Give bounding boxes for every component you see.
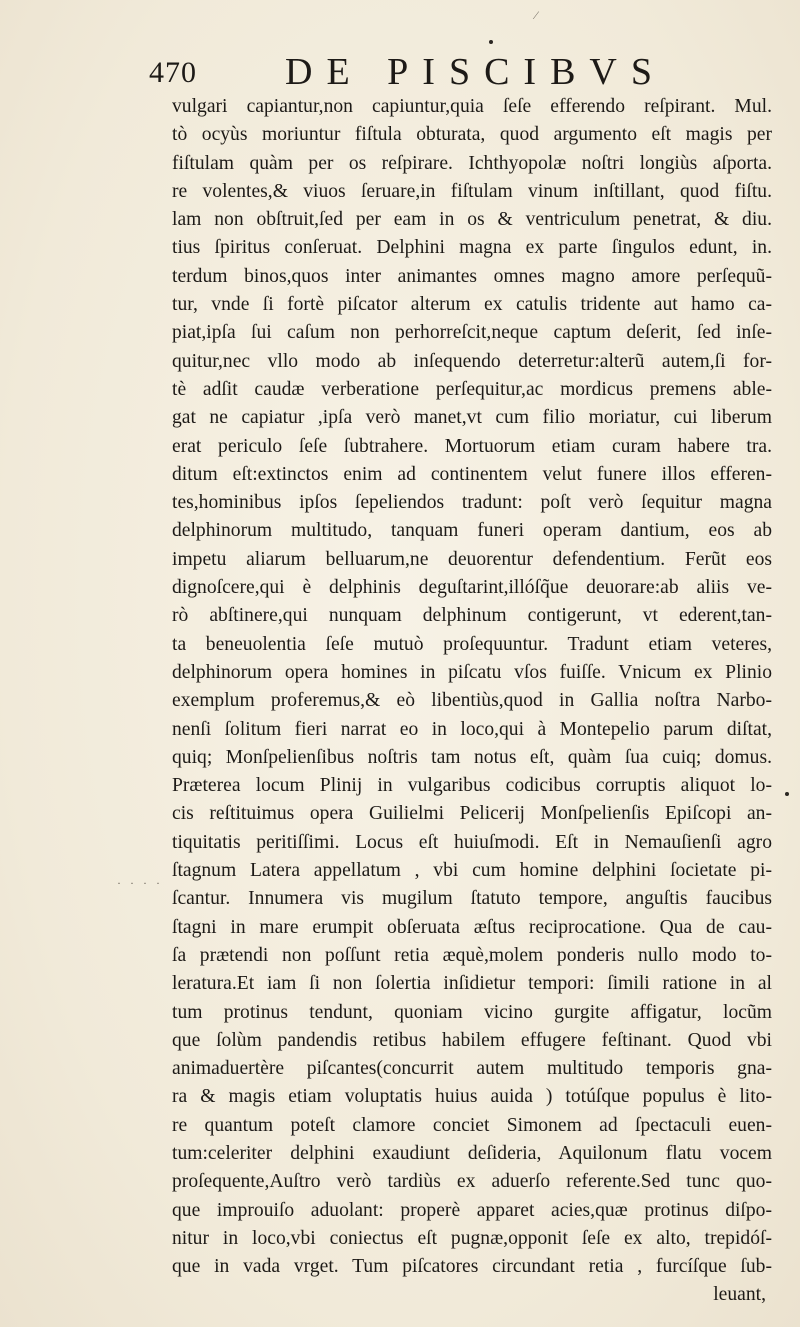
- text-line: erat periculo ſeſe ſubtrahere. Mortuorum etiam curam habere tra.: [172, 435, 772, 457]
- text-line: animaduertère piſcantes(concurrit autem multitudo temporis gna-: [172, 1058, 772, 1080]
- text-line: ſtagni in mare erumpit obſeruata æſtus reciprocatione. Qua de cau-: [172, 916, 772, 938]
- text-line: ſtagnum Latera appellatum , vbi cum homine delphini ſocietate pi-: [172, 860, 772, 882]
- text-line: piat,ipſa ſui caſum non perhorreſcit,neque captum deſerit, ſed inſe-: [172, 322, 772, 344]
- text-line: impetu aliarum belluarum,ne deuorentur defendentium. Ferũt eos: [172, 548, 772, 570]
- text-line: exemplum proferemus,& eò libentiùs,quod in Gallia noſtra Narbo-: [172, 690, 772, 712]
- text-line: nenſi ſolitum fieri narrat eo in loco,qui à Montepelio parum diſtat,: [172, 718, 772, 740]
- text-line: tur, vnde ſi fortè piſcator alterum ex catulis tridente aut hamo ca-: [172, 294, 772, 316]
- text-line: delphinorum opera homines in piſcatu vſos fuiſſe. Vnicum ex Plinio: [172, 661, 772, 683]
- text-line: tius ſpiritus conſeruat. Delphini magna ex parte ſingulos edunt, in.: [172, 237, 772, 259]
- text-line: ra & magis etiam voluptatis huius auida ) totúſque populus è lito-: [172, 1086, 772, 1108]
- text-line: tes,hominibus ipſos ſepeliendos tradunt: poſt verò ſequitur magna: [172, 492, 772, 514]
- text-line: que in vada vrget. Tum piſcatores circundant retia , furcíſque ſub-: [172, 1256, 772, 1278]
- text-line: leratura.Et iam ſi non ſolertia inſidietur tempori: ſimili ratione in al: [172, 973, 772, 995]
- catchword: leuant,: [713, 1284, 766, 1306]
- text-line: re quantum poteſt clamore conciet Simonem ad ſpectaculi euen-: [172, 1114, 772, 1136]
- text-line: lam non obſtruit,ſed per eam in os & ventriculum penetrat, & diu.: [172, 209, 772, 231]
- text-line: quiq; Monſpelienſibus noſtris tam notus eſt, quàm ſua cuiq; domus.: [172, 746, 772, 768]
- text-line: tò ocyùs moriuntur fiſtula obturata, quod argumento eſt magis per: [172, 124, 772, 146]
- text-line: ſa prætendi non poſſunt retia æquè,molem ponderis nullo modo to-: [172, 944, 772, 966]
- text-line: cis reſtituimus opera Guilielmi Pelicerij Monſpelienſis Epiſcopi an-: [172, 803, 772, 825]
- running-title: DE PISCIBVS: [285, 51, 666, 93]
- text-line: vulgari capiantur,non capiuntur,quia ſeſe efferendo reſpirant. Mul.: [172, 96, 772, 117]
- text-line: terdum binos,quos inter animantes omnes magno amore perſequũ-: [172, 265, 772, 287]
- text-line: ditum eſt:extinctos enim ad continentem velut funere illos efferen-: [172, 463, 772, 485]
- text-line: re volentes,& viuos ſeruare,in fiſtulam vinum inſtillant, quod fiſtu.: [172, 180, 772, 202]
- text-line: tum protinus tendunt, quoniam vicino gurgite affigatur, locũm: [172, 1001, 772, 1023]
- text-line: tè adſit caudæ verberatione perſequitur,ac mordicus premens able-: [172, 378, 772, 400]
- text-line: delphinorum multitudo, tanquam funeri operam dantium, eos ab: [172, 520, 772, 542]
- text-line: quitur,nec vllo modo ab inſequendo deterretur:alterũ autem,ſi for-: [172, 350, 772, 372]
- text-line: tum:celeriter delphini exaudiunt deſideria, Aquilonum flatu vocem: [172, 1142, 772, 1164]
- text-line: Præterea locum Plinij in vulgaribus codicibus corruptis aliquot lo-: [172, 775, 772, 797]
- text-line: rò abſtinere,qui nunquam delphinum contigerunt, vt ederent,tan-: [172, 605, 772, 627]
- body-text: [172, 93, 772, 1310]
- text-line: que improuiſo aduolant: properè apparet acies,quæ protinus diſpo-: [172, 1199, 772, 1221]
- text-line: tiquitatis peritiſſimi. Locus eſt huiuſmodi. Eſt in Nemauſienſi agro: [172, 831, 772, 853]
- text-line: gat ne capiatur ,ipſa verò manet,vt cum filio moriatur, cui liberum: [172, 407, 772, 429]
- text-line: nitur in loco,vbi coniectus eſt pugnæ,opponit ſeſe ex alto, trepidóſ-: [172, 1227, 772, 1249]
- text-line: fiſtulam quàm per os reſpirare. Ichthyopolæ noſtri longiùs aſporta.: [172, 152, 772, 174]
- ink-spot: [785, 792, 789, 796]
- text-line: ſcantur. Innumera vis mugilum ſtatuto tempore, anguſtis faucibus: [172, 888, 772, 910]
- text-line: ta beneuolentia ſeſe mutuò proſequuntur. Tradunt etiam veteres,: [172, 633, 772, 655]
- text-line: que ſolùm pandendis retibus habilem effugere feſtinant. Quod vbi: [172, 1029, 772, 1051]
- text-line: proſequente,Auſtro verò tardiùs ex aduerſo referente.Sed tunc quo-: [172, 1171, 772, 1193]
- margin-mark: · · · ·: [117, 876, 163, 890]
- margin-mark: ⁄: [535, 8, 538, 22]
- text-line: dignoſcere,qui è delphinis deguſtarint,illóſq̃ue deuorare:ab aliis ve-: [172, 577, 772, 599]
- page-header: [143, 50, 783, 96]
- page-number: 470: [149, 56, 197, 89]
- ink-spot: [489, 40, 493, 44]
